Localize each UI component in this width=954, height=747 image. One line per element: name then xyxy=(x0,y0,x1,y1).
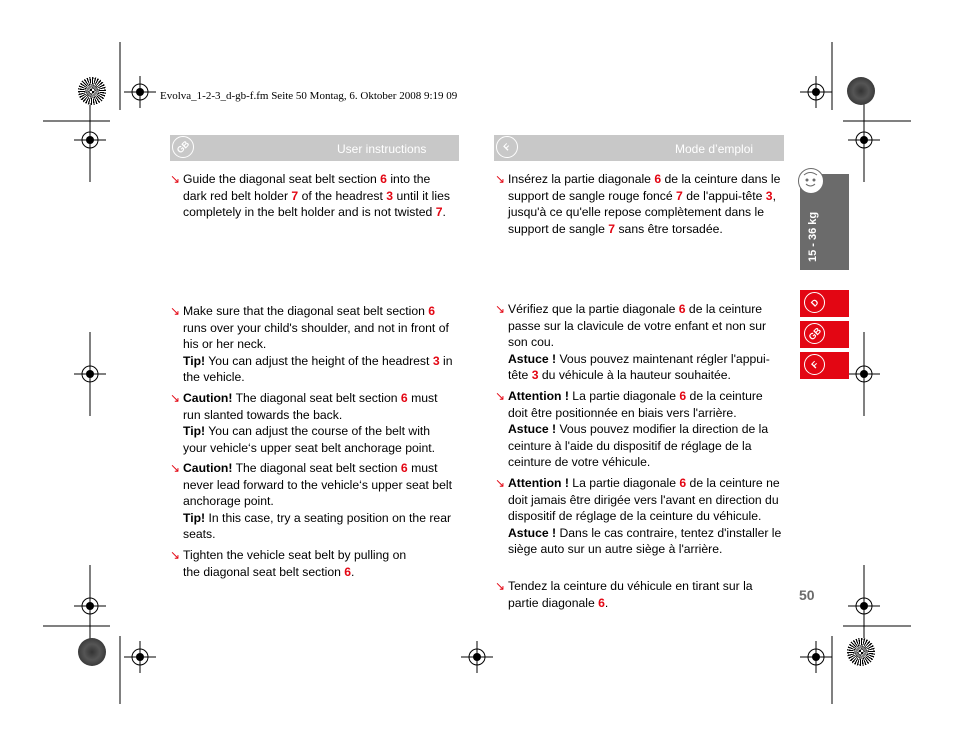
instruction-item: ↘ Make sure that the diagonal seat belt section 6 runs over your child's shoulder, and not in front of his or her neck. Tip! You can adjust the height of the headrest 3 in the vehicle. xyxy=(170,304,453,384)
arrow-bullet-icon: ↘ xyxy=(495,389,506,403)
registration-mark-icon xyxy=(74,358,106,390)
arrow-bullet-icon: ↘ xyxy=(170,548,181,562)
instruction-item: ↘ Attention ! La partie diagonale 6 de la ceinture ne doit jamais être dirigée vers l'avant en direction du dispositif de réglage de la ceinture du véhicule. Astuce ! Dans le cas contraire, tentez d'installer le siège auto sur un autre siège à l'arrière. xyxy=(495,476,782,556)
print-color-wheel-icon xyxy=(78,77,106,105)
file-info: Evolva_1-2-3_d-gb-f.fm Seite 50 Montag, 6. Oktober 2008 9:19 09 xyxy=(160,90,458,102)
tip-label: Tip! xyxy=(183,510,206,525)
print-color-wheel-icon xyxy=(847,638,875,666)
registration-mark-icon xyxy=(800,641,832,673)
lang-tab-label: GB xyxy=(800,319,830,349)
registration-mark-icon xyxy=(461,641,493,673)
tip-label: Tip! xyxy=(183,353,206,368)
section-header-right xyxy=(494,135,784,161)
registration-mark-icon xyxy=(74,590,106,622)
lang-tab-label: D xyxy=(800,288,830,318)
caution-label: Caution! xyxy=(183,461,233,475)
weight-label: 15 - 36 kg xyxy=(807,211,819,262)
lang-tab-label: F xyxy=(800,350,830,380)
arrow-bullet-icon: ↘ xyxy=(495,579,506,593)
arrow-bullet-icon: ↘ xyxy=(170,172,181,186)
registration-mark-icon xyxy=(848,358,880,390)
instruction-item: ↘ Insérez la partie diagonale 6 de la ceinture dans le support de sangle rouge foncé 7 de l'appui-tête 3, jusqu'à ce qu'elle repose complètement dans le support de sangle 7 sans être torsadée. xyxy=(495,172,781,236)
caution-label: Attention ! xyxy=(508,476,569,490)
arrow-bullet-icon: ↘ xyxy=(170,304,181,318)
registration-mark-icon xyxy=(74,124,106,156)
page-number: 50 xyxy=(799,587,815,603)
tip-label: Astuce ! xyxy=(508,351,557,366)
instruction-item: ↘ Guide the diagonal seat belt section 6 into the dark red belt holder 7 of the headrest 3 until it lies completely in the belt holder and is not twisted 7. xyxy=(170,172,450,219)
arrow-bullet-icon: ↘ xyxy=(170,391,181,405)
tip-label: Tip! xyxy=(183,424,206,438)
lang-tab-f[interactable] xyxy=(800,352,849,379)
instruction-item: ↘ Tighten the vehicle seat belt by pulling on the diagonal seat belt section 6. xyxy=(170,548,407,579)
registration-mark-icon xyxy=(848,124,880,156)
arrow-bullet-icon: ↘ xyxy=(495,172,506,186)
instruction-item: ↘ Attention ! La partie diagonale 6 de la ceinture doit être positionnée en biais vers l'arrière. Astuce ! Vous pouvez modifier la direction de la ceinture à l'aide du dispositif de réglage de la ceinture de votre véhicule. xyxy=(495,389,769,469)
lang-tab-d[interactable] xyxy=(800,290,849,317)
instruction-item: ↘ Vérifiez que la partie diagonale 6 de la ceinture passe sur la clavicule de votre enfant et non sur son cou. Astuce ! Vous pouvez maintenant régler l'appui-tête 3 du véhicule à la hauteur souhaitée. xyxy=(495,302,770,382)
lang-circle-f: F xyxy=(491,131,522,162)
section-title: User instructions xyxy=(337,142,427,156)
print-color-wheel-icon xyxy=(847,77,875,105)
arrow-bullet-icon: ↘ xyxy=(495,302,506,316)
lang-circle-gb: GB xyxy=(167,131,198,162)
arrow-bullet-icon: ↘ xyxy=(495,476,506,490)
arrow-bullet-icon: ↘ xyxy=(170,461,181,475)
registration-mark-icon xyxy=(124,76,156,108)
lang-tab-gb[interactable] xyxy=(800,321,849,348)
registration-mark-icon xyxy=(800,76,832,108)
child-face-icon xyxy=(798,168,824,194)
section-header-left xyxy=(170,135,459,161)
caution-label: Caution! xyxy=(183,391,233,405)
instruction-item: ↘ Tendez la ceinture du véhicule en tirant sur la partie diagonale 6. xyxy=(495,579,753,610)
instruction-item: ↘ Caution! The diagonal seat belt section 6 must run slanted towards the back. Tip! You can adjust the course of the belt with your vehicle‘s upper seat belt anchorage point. xyxy=(170,391,438,455)
section-title: Mode d’emploi xyxy=(675,142,754,156)
print-color-wheel-icon xyxy=(78,638,106,666)
registration-mark-icon xyxy=(848,590,880,622)
instruction-item: ↘ Caution! The diagonal seat belt section 6 must never lead forward to the vehicle‘s upper seat belt anchorage point. Tip! In this case, try a seating position on the rear seats. xyxy=(170,461,452,541)
caution-label: Attention ! xyxy=(508,389,569,403)
tip-label: Astuce ! xyxy=(508,422,557,436)
tip-label: Astuce ! xyxy=(508,525,557,540)
registration-mark-icon xyxy=(124,641,156,673)
